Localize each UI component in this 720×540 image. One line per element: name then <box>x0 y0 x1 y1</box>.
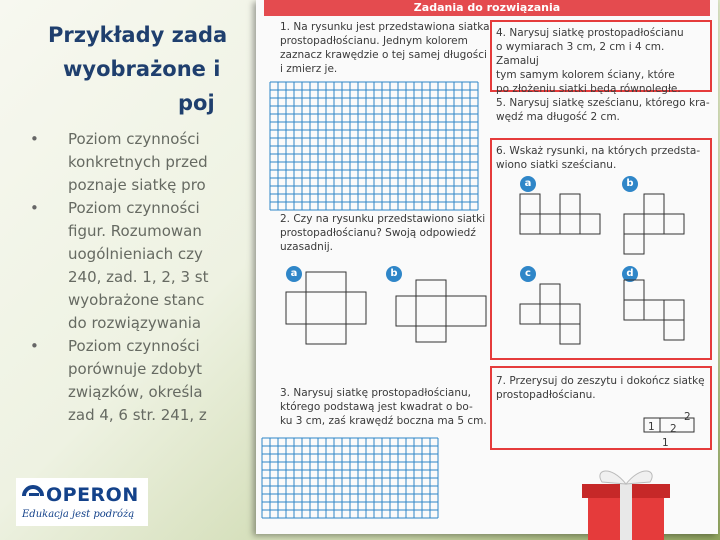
task-7-net <box>644 418 694 432</box>
title-line: Przykłady zada <box>48 23 228 47</box>
task-3-line: ku 3 cm, zaś krawędź boczna ma 5 cm. <box>280 415 487 427</box>
task-6-label-c: c <box>520 266 536 282</box>
bullet-line: uogólnieniach czy <box>68 245 203 263</box>
task-7-dim: 1 <box>648 421 655 433</box>
bullet-item <box>30 335 270 427</box>
title-line: poj <box>178 91 215 115</box>
bullet-list <box>30 128 270 427</box>
task-6-label-b: b <box>622 176 638 192</box>
task-6-net-b <box>624 194 684 254</box>
bullet-line: • Poziom czynności <box>68 337 200 355</box>
bullet-line: do rozwiązywania <box>68 314 202 332</box>
logo-tagline: Edukacja jest podróżą <box>22 509 135 520</box>
task-3-line: 3. Narysuj siatkę prostopadłościanu, <box>280 387 471 399</box>
bullet-line: figur. Rozumowan <box>68 222 202 240</box>
bullet-line: 240, zad. 1, 2, 3 st <box>68 268 209 286</box>
bullet-line: poznaje siatkę pro <box>68 176 206 194</box>
task-7-dim: 2 <box>670 423 677 435</box>
worksheet-header: Zadania do rozwiązania <box>264 0 710 16</box>
bullet-line: • Poziom czynności <box>68 199 200 217</box>
task-2-line: uzasadnij. <box>280 241 333 253</box>
task-1-line: zaznacz krawędzie o tej samej długości <box>280 49 487 61</box>
gift-icon <box>580 460 672 540</box>
title-line: wyobrażone i <box>63 57 221 81</box>
worksheet-figures <box>256 0 718 534</box>
bullet-item <box>30 197 270 335</box>
task-4-line: tym samym kolorem ściany, które <box>496 69 675 81</box>
task-4-line: 4. Narysuj siatkę prostopadłościanu <box>496 27 684 39</box>
task-4-line: po złożeniu siatki będą równoległe. <box>496 83 681 95</box>
task-7-line: prostopadłościanu. <box>496 389 596 401</box>
task-2-line: prostopadłościanu? Swoją odpowiedź <box>280 227 476 239</box>
task-2-net-b <box>396 280 486 342</box>
task-2-label-b: b <box>386 266 402 282</box>
task-1-line: prostopadłościanu. Jednym kolorem <box>280 35 468 47</box>
task-7-dim: 1 <box>662 437 669 449</box>
bullet-line: • Poziom czynności <box>68 130 200 148</box>
task-3-net-grid <box>262 438 438 518</box>
bullet-line: związków, określa <box>68 383 203 401</box>
task-6-line: wiono siatki sześcianu. <box>496 159 617 171</box>
task-7-line: 7. Przerysuj do zeszytu i dokończ siatkę <box>496 375 705 387</box>
task-6-label-a: a <box>520 176 536 192</box>
task-6-net-c <box>520 284 580 344</box>
task-6-label-d: d <box>622 266 638 282</box>
bullet-line: zad 4, 6 str. 241, z <box>68 406 207 424</box>
task-1-line: i zmierz je. <box>280 63 338 75</box>
bullet-line: konkretnych przed <box>68 153 208 171</box>
task-2-line: 2. Czy na rysunku przedstawiono siatki <box>280 213 486 225</box>
operon-logo <box>16 478 148 526</box>
logo-brand: OPERON <box>46 484 139 506</box>
task-4-line: o wymiarach 3 cm, 2 cm i 4 cm. Zamaluj <box>496 41 665 67</box>
logo-swoosh-icon <box>20 483 46 509</box>
task-1-net-grid <box>270 82 478 210</box>
bullet-line: porównuje zdobyt <box>68 360 203 378</box>
task-7-dim: 2 <box>684 411 691 423</box>
bullet-line: wyobrażone stanc <box>68 291 205 309</box>
task-5-line: 5. Narysuj siatkę sześcianu, którego kra- <box>496 97 710 109</box>
bullet-item <box>30 128 270 197</box>
task-5-line: wędź ma długość 2 cm. <box>496 111 620 123</box>
worksheet-page <box>256 0 718 534</box>
task-6-net-d <box>624 280 684 340</box>
task-6-line: 6. Wskaż rysunki, na których przedsta- <box>496 145 701 157</box>
task-1-line: 1. Na rysunku jest przedstawiona siatka <box>280 21 490 33</box>
task-2-net-a <box>286 272 366 344</box>
task-2-label-a: a <box>286 266 302 282</box>
task-6-net-a <box>520 194 600 234</box>
task-3-line: którego podstawą jest kwadrat o bo- <box>280 401 473 413</box>
